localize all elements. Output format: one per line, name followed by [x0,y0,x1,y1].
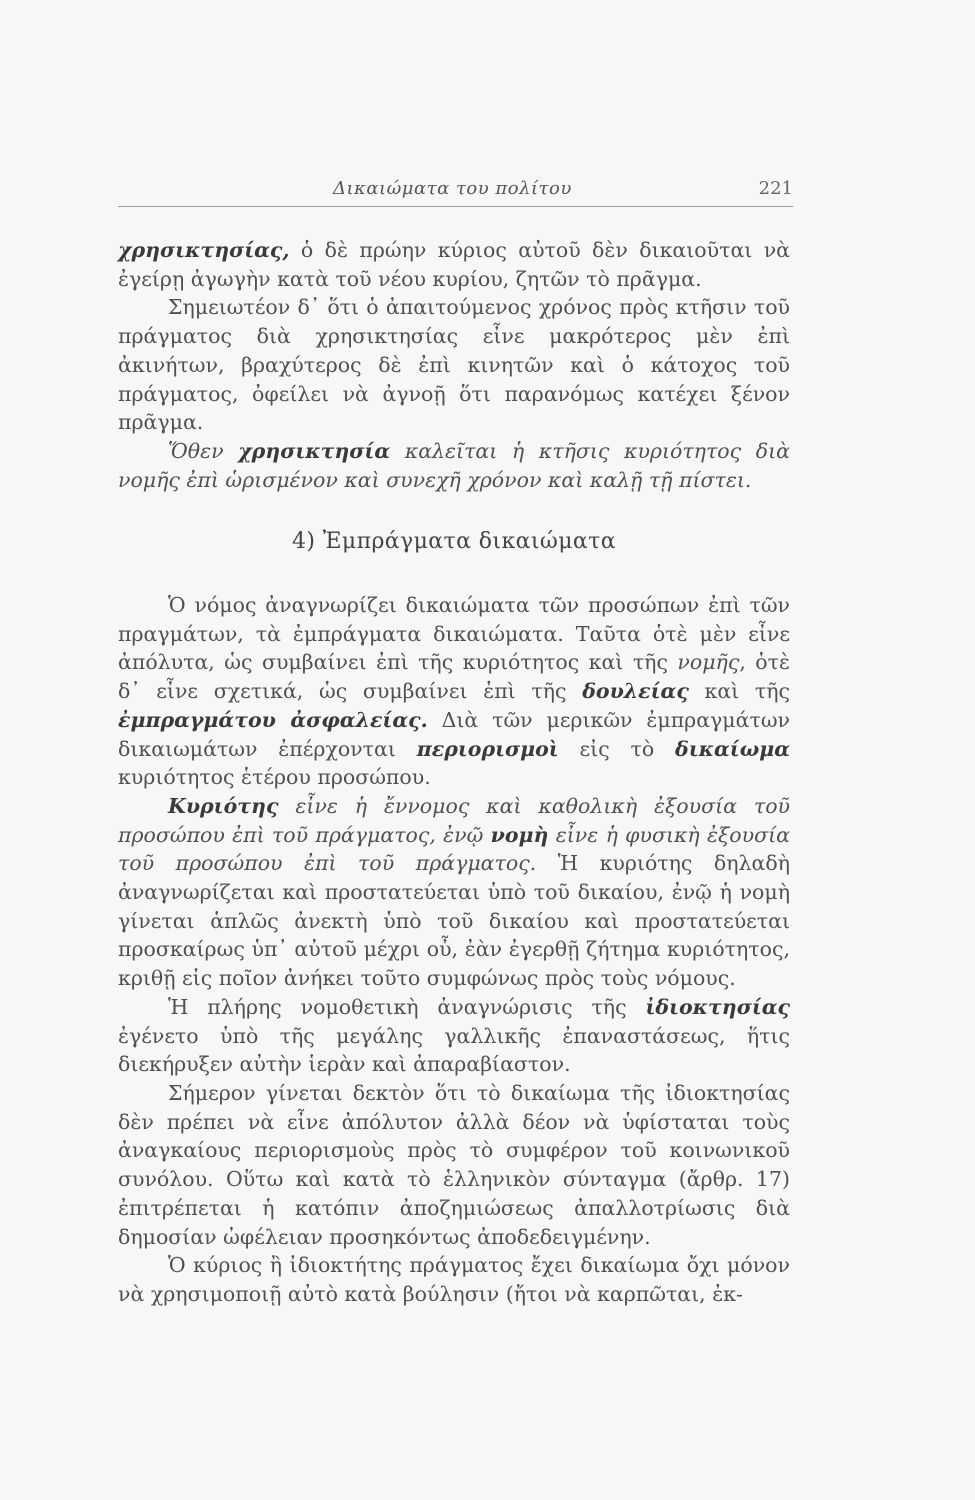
paragraph-1 [118,236,790,293]
paragraph-4-text-d: Διὰ τῶν μερικῶν ἐμπραγμάτων δικαιωμάτων ἐπέρχονται [118,707,790,761]
running-head-title: Δικαιώματα του πολίτου [333,178,572,199]
term-nomi: νομὴ [490,822,549,847]
term-dikaioma: δικαίωμα [675,736,790,761]
paragraph-4-text-e: εἰς τὸ [558,736,676,761]
term-douleias: δουλείας [582,679,689,704]
paragraph-4-text-b: , ὁτὲ δ᾿ εἶνε σχετικά, ὡς συμβαίνει ἐπὶ τῆς [118,650,790,704]
section-heading: 4) Ἐμπράγματα δικαιώματα [291,529,617,555]
term-periorismoi: περιορισμοὶ [416,736,559,761]
paragraph-6-text-a: Ἡ πλήρης νομοθετικὴ ἀναγνώρισις τῆς [168,994,646,1019]
term-chrisiktisia: χρησικτησία [238,438,391,463]
paragraph-5-text-b: εἶνε ἡ φυσικὴ ἐξουσία τοῦ προσώπου ἐπὶ τοῦ πράγματος. [118,822,790,876]
paragraph-2-text: Σημειωτέον δ᾿ ὅτι ὁ ἀπαιτούμενος χρόνος πρὸς κτῆσιν τοῦ πράγματος διὰ χρησικτησίας εἶνε μακρότερος μὲν ἐπὶ ἀκινήτων, βραχύτερος δὲ ἐπὶ κινητῶν καὶ ὁ κάτοχος τοῦ πράγματος, ὀφείλει νὰ ἀγνοῇ ὅτι παρανόμως κατέχει ξένον πρᾶγμα. [118,295,790,435]
term-idioktisias: ἰδιοκτησίας [645,994,790,1019]
page-number: 221 [758,178,793,199]
term-nomis: νομῆς [677,650,740,675]
paragraph-5-text-c: Ἡ κυριότης δηλαδὴ ἀναγνωρίζεται καὶ προστατεύεται ὑπὸ τοῦ δικαίου, ἐνῷ ἡ νομὴ γίνεται ἁπλῶς ἀνεκτὴ ὑπὸ τοῦ δικαίου καὶ προστατεύεται προσκαίρως ὑπ᾿ αὐτοῦ μέχρι οὗ, ἐὰν ἐγερθῇ ζήτημα κυριότητος, κριθῇ εἰς ποῖον ἀνήκει τοῦτο συμφώνως πρὸς τοὺς νόμους. [118,851,790,991]
paragraph-3-text: καλεῖται ἡ κτῆσις κυριότητος διὰ νομῆς ἐπὶ ὡρισμένον καὶ συνεχῆ χρόνον καὶ καλῇ τῇ πίστει. [118,438,790,492]
paragraph-8-text: Ὁ κύριος ἢ ἰδιοκτήτης πράγματος ἔχει δικαίωμα ὄχι μόνον νὰ χρησιμοποιῇ αὐτὸ κατὰ βούλησιν (ἤτοι νὰ καρπῶται, ἐκ- [118,1253,790,1306]
term-kyriotis: Κυριότης [168,793,279,818]
paragraph-7-text: Σήμερον γίνεται δεκτὸν ὅτι τὸ δικαίωμα τῆς ἰδιοκτησίας δὲν πρέπει νὰ εἶνε ἀπόλυτον ἀλλὰ δέον νὰ ὑφίσταται τοὺς ἀναγκαίους περιορισμοὺς πρὸς τὸ συμφέρον τοῦ κοινωνικοῦ συνόλου. Οὕτω καὶ κατὰ τὸ ἑλληνικὸν σύνταγμα (ἄρθρ. 17) ἐπιτρέπεται ἡ κατόπιν ἀποζημιώσεως ἀπαλλοτρίωσις διὰ δημοσίαν ὠφέλειαν προσηκόντως ἀποδεδειγμένην. [118,1080,790,1249]
term-chrisiktisias: χρησικτησίας, [118,238,290,262]
paragraph-7 [118,1079,790,1251]
paragraph-3 [118,437,790,494]
paragraph-5-text-a: εἶνε ἡ ἔννομος καὶ καθολικὴ ἐξουσία τοῦ προσώπου ἐπὶ τοῦ πράγματος, ἐνῷ [118,793,790,847]
paragraph-6-text-b: ἐγένετο ὑπὸ τῆς μεγάλης γαλλικῆς ἐπαναστάσεως, ἥτις διεκήρυξεν αὐτὴν ἱερὰν καὶ ἀπαραβίαστον. [118,1023,790,1077]
paragraph-4-text-a: Ὁ νόμος ἀναγνωρίζει δικαιώματα τῶν προσώπων ἐπὶ τῶν πραγμάτων, τὰ ἐμπράγματα δικαιώματα. Ταῦτα ὁτὲ μὲν εἶνε ἀπόλυτα, ὡς συμβαίνει ἐπὶ τῆς κυριότητος καὶ τῆς [118,593,790,675]
paragraph-4-text-c: καὶ τῆς [688,679,790,704]
paragraph-5 [118,792,790,993]
running-head [118,178,793,207]
paragraph-4 [118,591,790,792]
term-empragmatou-asfaleias: ἐμπραγμάτου ἀσφαλείας. [118,707,428,732]
page-body [118,236,790,1309]
paragraph-3-lead: Ὅθεν [168,438,239,463]
paragraph-2 [118,293,790,437]
paragraph-1-text: ὁ δὲ πρώην κύριος αὐτοῦ δὲν δικαιοῦται νὰ ἐγείρῃ ἀγωγὴν κατὰ τοῦ νέου κυρίου, ζητῶν τὸ πρᾶγμα. [118,238,790,291]
paragraph-8 [118,1251,790,1308]
paragraph-6 [118,993,790,1079]
paragraph-4-text-f: κυριότητος ἑτέρου προσώπου. [118,765,431,790]
